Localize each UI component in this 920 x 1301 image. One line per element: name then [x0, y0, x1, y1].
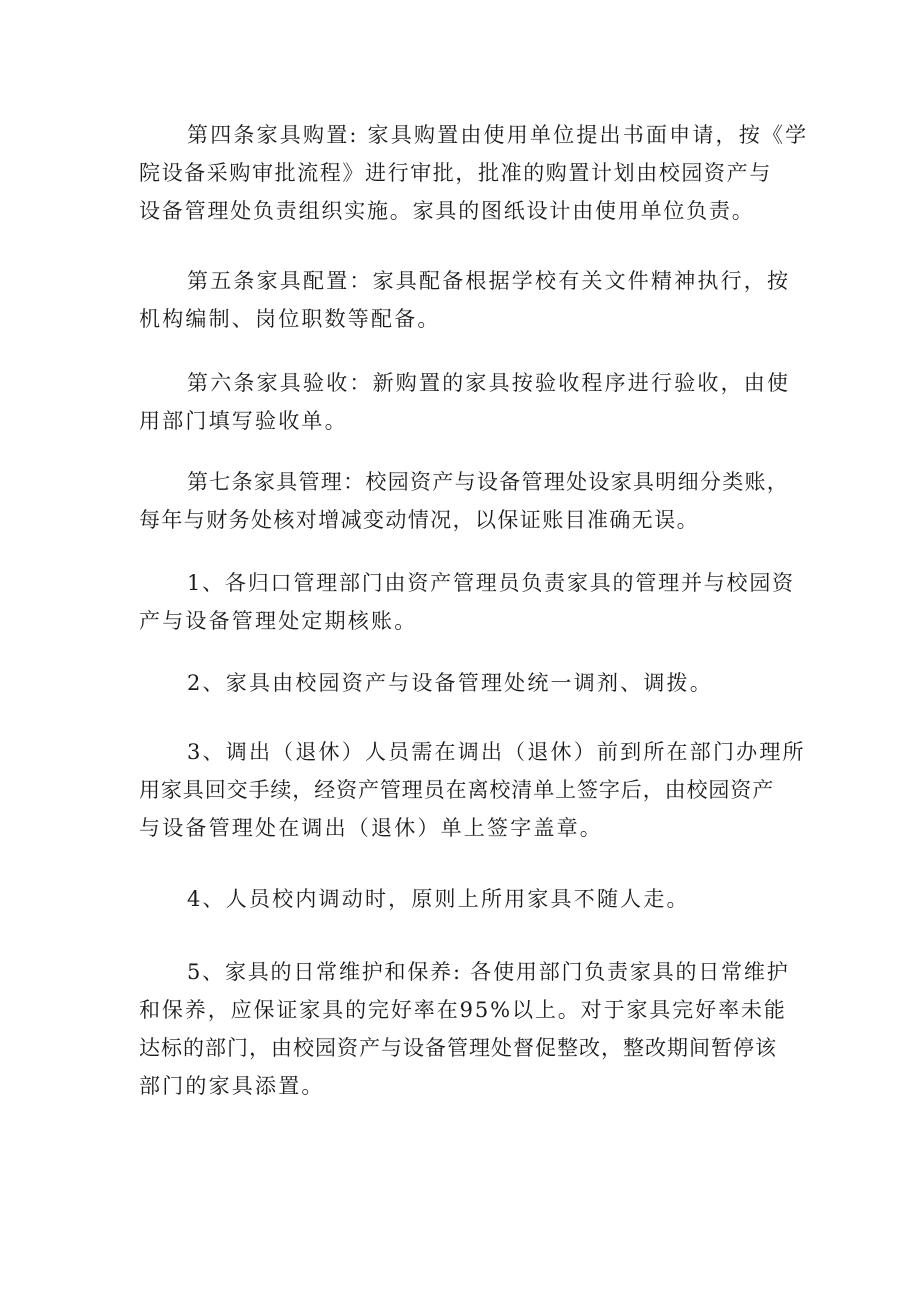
text-line: 第七条家具管理：校园资产与设备管理处设家具明细分类账，: [187, 470, 790, 494]
text-line: 3、调出（退休）人员需在调出（退休）前到所在部门办理所: [187, 740, 806, 764]
text-line: 2、家具由校园资产与设备管理处统一调剂、调拨。: [187, 671, 713, 695]
text-line: 第六条家具验收：新购置的家具按验收程序进行验收，由使: [187, 371, 791, 395]
item-3-paragraph: [139, 733, 806, 847]
text-line: 院设备采购审批流程》进行审批，批准的购置计划由校园资产与: [139, 161, 772, 185]
item-2-paragraph: [139, 664, 799, 702]
text-line: 5、家具的日常维护和保养: 各使用部门负责家具的日常维护: [187, 960, 790, 984]
text-line: 达标的部门，由校园资产与设备管理处督促整改，整改期间暂停该: [139, 1036, 777, 1060]
text-line: 每年与财务处核对增减变动情况，以保证账目准确无误。: [139, 508, 699, 532]
text-line: 部门的家具添置。: [139, 1074, 325, 1098]
text-line: 1、各归口管理部门由资产管理员负责家具的管理并与校园资: [187, 571, 795, 595]
text-line: 用部门填写验收单。: [139, 409, 348, 433]
item-1-paragraph: [139, 564, 799, 640]
text-line: 第四条家具购置: 家具购置由使用单位提出书面申请，按《学: [187, 123, 809, 147]
article-7-paragraph: [139, 463, 799, 539]
text-line: 产与设备管理处定期核账。: [139, 609, 418, 633]
text-line: 4、人员校内调动时，原则上所用家具不随人走。: [187, 887, 690, 911]
article-6-paragraph: [139, 364, 799, 440]
text-line: 设备管理处负责组织实施。家具的图纸设计由使用单位负责。: [139, 199, 755, 223]
text-line: 机构编制、岗位职数等配备。: [139, 307, 441, 331]
article-5-paragraph: [139, 262, 799, 338]
text-line: 第五条家具配置：家具配备根据学校有关文件精神执行，按: [187, 269, 791, 293]
text-line: 与设备管理处在调出（退休）单上签字盖章。: [139, 816, 603, 840]
text-line: 和保养，应保证家具的完好率在95%以上。对于家具完好率未能: [139, 998, 787, 1022]
item-4-paragraph: [139, 880, 799, 918]
article-4-paragraph: [139, 116, 809, 230]
text-line: 用家具回交手续，经资产管理员在离校清单上签字后，由校园资产: [139, 778, 775, 802]
item-5-paragraph: [139, 953, 799, 1105]
